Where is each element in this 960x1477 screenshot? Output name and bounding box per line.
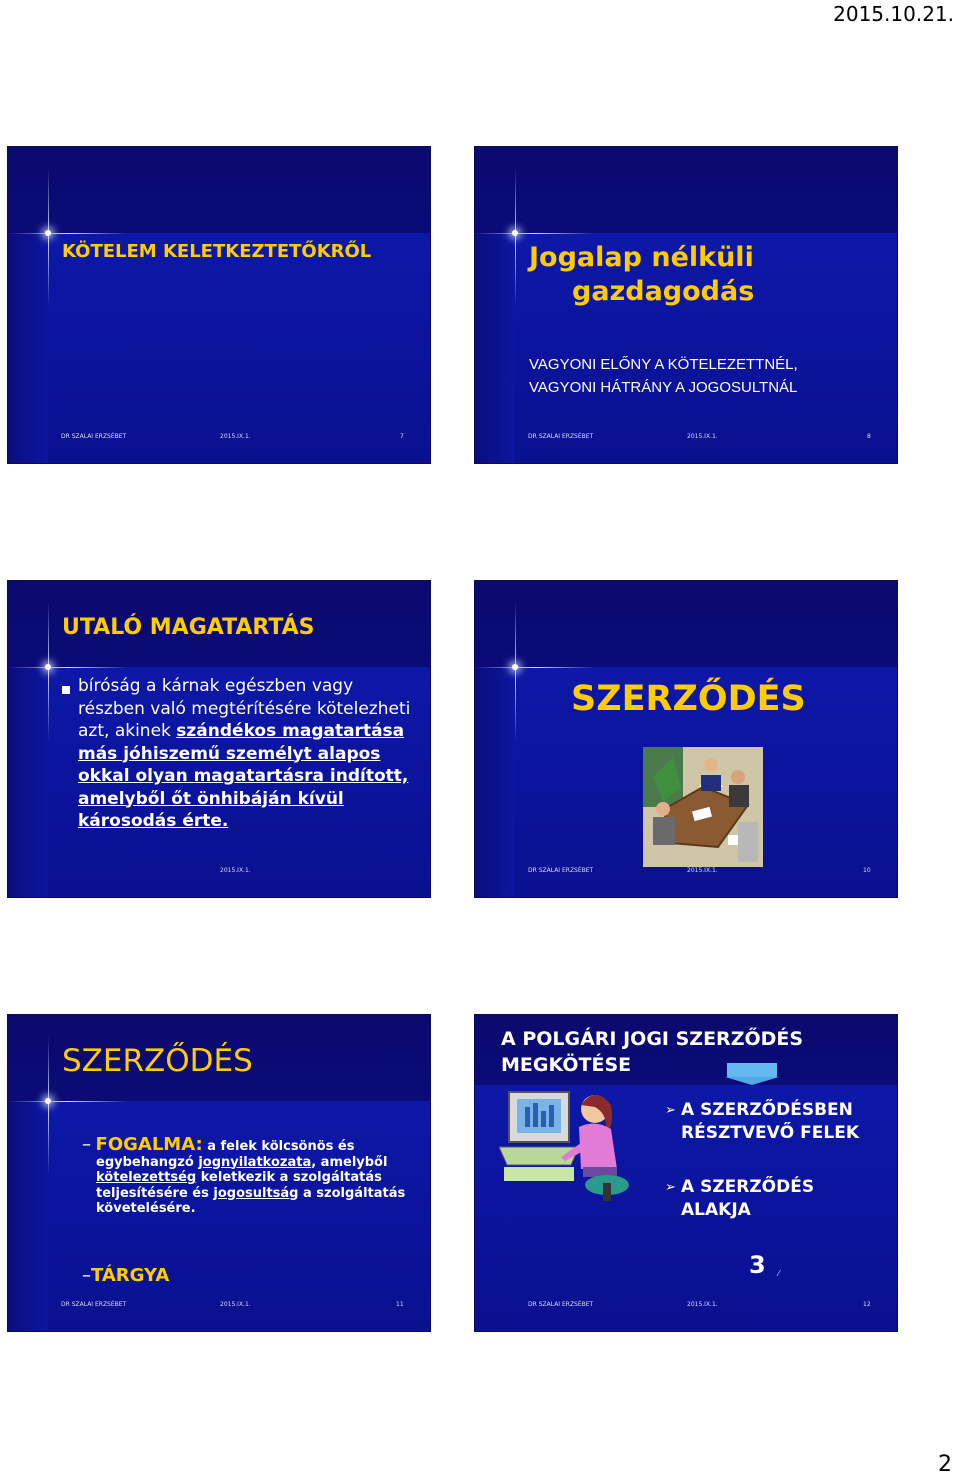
slide-footer [8, 433, 430, 443]
chevron-right-icon: ➢ [665, 1103, 676, 1118]
footer-date: 2015.IX.1. [220, 867, 251, 874]
chevron-right-icon: ➢ [665, 1180, 676, 1195]
footer-author: DR SZALAI ERZSÉBET [528, 867, 594, 874]
slide-9 [7, 580, 431, 898]
slide-title [529, 241, 754, 309]
footer-author: DR SZALAI ERZSÉBET [61, 433, 127, 440]
slide-10 [474, 580, 898, 898]
footer-date: 2015.IX.1. [687, 1301, 718, 1308]
title-line-1: Jogalap nélküli [529, 242, 754, 273]
footer-date: 2015.IX.1. [220, 1301, 251, 1308]
list-item: ➢ A SZERZŐDÉS ALAKJA [665, 1177, 815, 1220]
text-line-1: VAGYONI ELŐNY A KÖTELEZETTNÉL, [529, 356, 798, 373]
business-meeting-illustration [643, 747, 763, 867]
pencil-icon: ⁄ [778, 1269, 780, 1278]
footer-number: 8 [867, 433, 871, 440]
slide-big-number: 3 [749, 1251, 766, 1279]
slide-text [529, 353, 798, 399]
footer-date: 2015.IX.1. [687, 867, 718, 874]
slide-title: KÖTELEM KELETKEZTETŐKRŐL [62, 241, 372, 262]
bullet-list [665, 1099, 859, 1222]
woman-at-computer-illustration [499, 1087, 629, 1201]
footer-number: 12 [863, 1301, 871, 1308]
footer-number: 11 [396, 1301, 404, 1308]
bullet-text: bíróság a kárnak egészben vagy részben való megtérítésére kötelezheti azt, akinek szándékos magatartása más jóhiszemű személyt alapos okkal olyan magatartásra indított, amelyből őt önhibáján kívül károsodás érte. [78, 676, 411, 831]
slide-7 [7, 146, 431, 464]
slide-title: UTALÓ MAGATARTÁS [62, 615, 315, 640]
dash: – [82, 1134, 91, 1155]
slide-footer [475, 433, 897, 443]
slide-footer [475, 1301, 897, 1311]
footer-number: 7 [400, 433, 404, 440]
title-line-2: gazdagodás [572, 276, 755, 307]
slide-footer [8, 867, 430, 877]
slide-12 [474, 1014, 898, 1332]
slide-11: SZERZŐDÉS – FOGALMA: a felek kölcsönös és egybehangzó jognyilatkozata, amelyből kötelezettség keletkezik a szolgáltatás teljesítésére és jogosultság a szolgáltatás követelésére. –TÁRGYA DR SZALAI ERZSÉBET 2015.IX.1. 11 [7, 1014, 431, 1332]
slide-title: SZERZŐDÉS [571, 679, 806, 719]
slide-title: SZERZŐDÉS [62, 1043, 253, 1079]
bullet-icon [62, 686, 70, 694]
footer-author: DR SZALAI ERZSÉBET [528, 433, 594, 440]
footer-author: DR SZALAI ERZSÉBET [528, 1301, 594, 1308]
subject-label: TÁRGYA [91, 1265, 170, 1286]
page-number: 2 [938, 1452, 952, 1477]
list-item: ➢ A SZERZŐDÉSBEN RÉSZTVEVŐ FELEK [665, 1100, 860, 1143]
definition-label: FOGALMA: [95, 1134, 203, 1155]
slide-footer [8, 1301, 430, 1311]
footer-number: 10 [863, 867, 871, 874]
text-line-2: VAGYONI HÁTRÁNY A JOGOSULTNÁL [529, 379, 798, 396]
footer-date: 2015.IX.1. [220, 433, 251, 440]
footer-author: DR SZALAI ERZSÉBET [61, 1301, 127, 1308]
slide-footer [475, 867, 897, 877]
page-date: 2015.10.21. [833, 2, 954, 26]
definition-block: – FOGALMA: a felek kölcsönös és egybehangzó jognyilatkozata, amelyből kötelezettség keletkezik a szolgáltatás teljesítésére és jogosultság a szolgáltatás követelésére. [82, 1134, 406, 1216]
slide-8 [474, 146, 898, 464]
slide-title: A POLGÁRI JOGI SZERZŐDÉS MEGKÖTÉSE [501, 1028, 804, 1076]
footer-date: 2015.IX.1. [687, 433, 718, 440]
down-arrow-icon [725, 1063, 779, 1085]
